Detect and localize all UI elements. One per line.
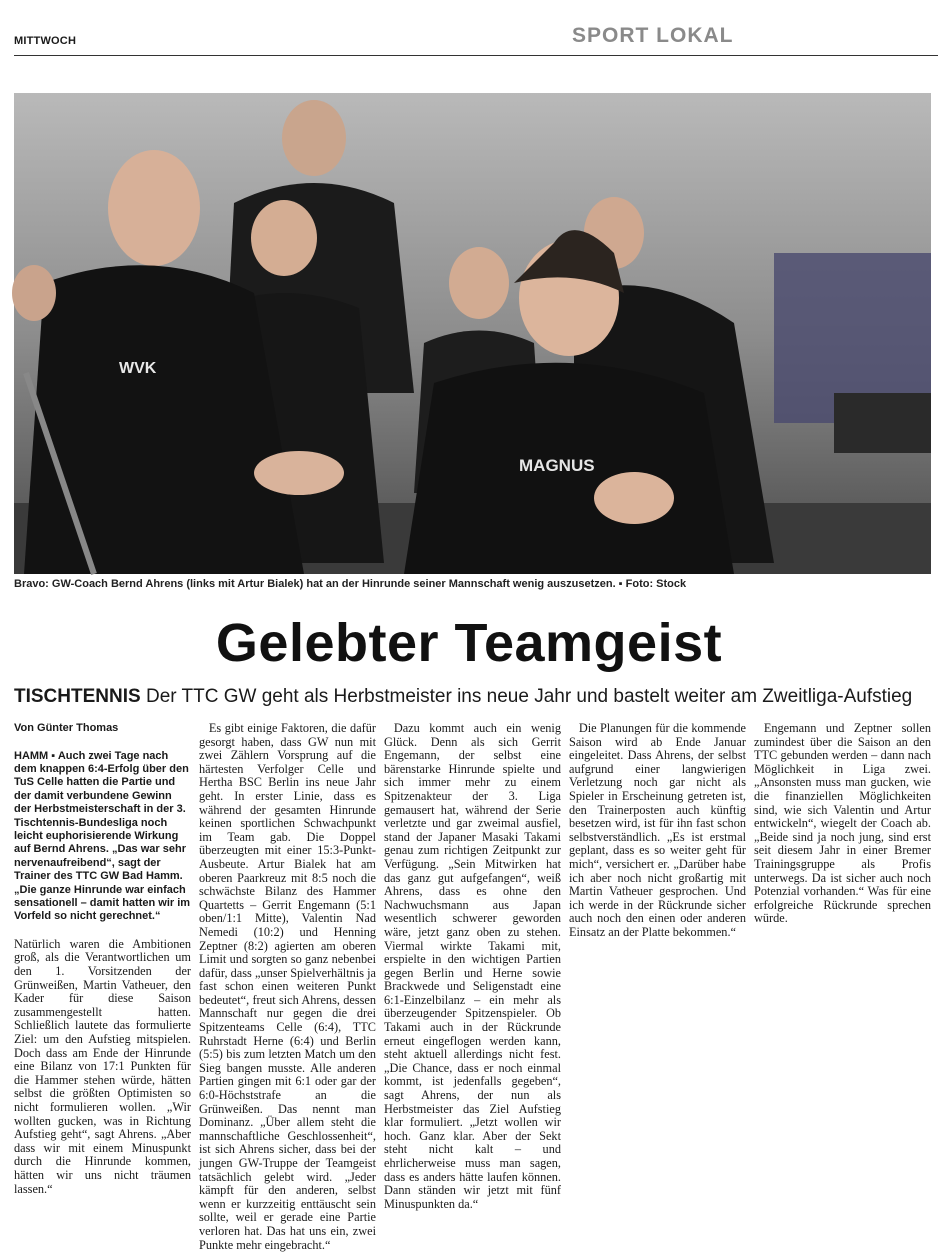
intro-text: Auch zwei Tage nach dem knappen 6:4-Erfolg über den TuS Celle hatten die Partie und der damit verbundene Gewinn der Herbstmeisterschaft in der 3. Tischtennis-Bundesliga noch leicht euphorisierende Wirkung auf Bernd Ahrens. „Das war sehr nervenaufreibend“, sagt der Trainer des TTC GW Bad Hamm. „Die ganze Hinrunde war einfach sensationell – damit hatten wir im Vorfeld so nicht gerechnet.“: [14, 749, 191, 923]
article-column-4: [569, 722, 746, 1192]
jersey-logo-right: MAGNUS: [519, 456, 595, 475]
jersey-logo-left: WVK: [119, 360, 157, 377]
article-column-3: [384, 721, 561, 1211]
author-byline: Von Günter Thomas: [14, 722, 119, 734]
paragraph-3: Dazu kommt auch ein wenig Glück. Denn als sich Gerrit Engemann, der selbst eine bärenstarke Hinrunde spielte und sich immer mehr zu einem Spitzenakteur der 3. Liga gemausert hat, während der Serie verletzte und gar zweimal ausfiel, stand der Japaner Masaki Takami genau zum richtigen Zeitpunkt zur Verfügung. „Sein Mitwirken hat das ganz gut aufgefangen“, weiß Ahrens, dass es ohne den Nachwuchsmann aus Japan wesentlich schwerer geworden wäre, jetzt ganz oben zu stehen. Viermal wirkte Takami mit, erspielte in den wichtigen Partien gegen Berlin und Herne sowie Brackwede und Seligenstadt eine 6:1-Einzelbilanz – ein mehr als überzeugender Spitzenspieler. Ob Takami auch in der Rückrunde erneut eingeflogen werden kann, steht aktuell allerdings nicht fest. „Die Chance, dass er noch einmal kommt, ist jedenfalls gegeben“, sagt Ahrens, der nun als Herbstmeister das Ziel Aufstieg klar formuliert. „Jetzt wollen wir hoch. Ganz klar. Aber der Sekt steht nicht kalt – und ehrlicherweise muss man sagen, dass es anders hätte laufen können. Dann ständen wir jetzt mit fünf Minuspunkten da.“: [384, 721, 561, 1211]
subhead-text: Der TTC GW geht als Herbstmeister ins neue Jahr und bastelt weiter am Zweitliga-Aufstieg: [145, 686, 913, 707]
section-title: SPORT LOKAL: [572, 24, 734, 47]
page-header: [14, 22, 938, 56]
article-subhead: [14, 686, 938, 708]
dateline: HAMM ▪: [14, 749, 56, 762]
article-column-1: [14, 722, 191, 1196]
paragraph-1: Natürlich waren die Ambitionen groß, als die Verantwortlichen um den 1. Vorsitzenden der Grünweißen, Martin Vatheuer, den Kader für diese Saison zusammengestellt hatten. Schließlich lautete das formulierte Ziel: um den Aufstieg mitspielen. Doch dass am Ende der Hinrunde eine Bilanz von 17:1 Punkten für die Hammer stehen würde, hätten selbst die größten Optimisten so nicht formulieren wollen. „Wir wollten gucken, was in Richtung Aufstieg geht“, sagt Ahrens. „Aber dass wir mit einem Minuspunkt durch die Hinrunde kommen, hätten wir uns nicht träumen lassen.“: [14, 936, 191, 1196]
photo-caption: Bravo: GW-Coach Bernd Ahrens (links mit Artur Bialek) hat an der Hinrunde seiner Mannschaft wenig auszusetzen. ▪ Foto: Stock: [14, 578, 687, 590]
article-intro: [14, 750, 191, 924]
article-column-5: [754, 722, 931, 1192]
article-column-2: [199, 721, 376, 1252]
paragraph-5: Engemann und Zeptner sollen zumindest über die Saison an den TTC gebunden werden – dann nach Möglichkeit in Liga zwei. „Ansonsten muss man gucken, wie die finanziellen Möglichkeiten sind, wie sich Valentin und Artur entwickeln“, wiegelt der Coach ab. „Beide sind ja noch jung, sind erst seit diesem Jahr in einer Bremer Trainingsgruppe als Profis unterwegs. Da ist sicher auch noch Potenzial vorhanden.“ Was für eine erfolgreiche Rückrunde sprechen würde.: [754, 721, 931, 926]
subhead-kicker: TISCHTENNIS: [14, 686, 141, 707]
team-bench-photo: [14, 93, 931, 574]
article-body: [14, 721, 932, 1252]
paragraph-4: Die Planungen für die kommende Saison wird ab Ende Januar eingeleitet. Dass Ahrens, der selbst aufgrund einer langwierigen Verletzung noch gar nicht als Spieler in Erscheinung getreten ist, den Trainerposten auch künftig besetzen wird, ist für ihn fast schon selbstverständlich. „Es ist erstmal geplant, dass es so weiter geht für mich“, versichert er. „Darüber habe ich aber noch nicht großartig mit Martin Vatheuer gesprochen. Und ich werde in der Rückrunde sicher auch noch den einen oder anderen Einsatz an der Platte bekommen.“: [569, 721, 746, 939]
issue-day: MITTWOCH: [14, 35, 77, 47]
article-photo: [14, 93, 931, 574]
paragraph-2: Es gibt einige Faktoren, die dafür gesorgt haben, dass GW nun mit zwei Zählern Vorsprung auf die härtesten Verfolger Celle und Hertha BSC Berlin ins neue Jahr geht. In erster Linie, dass es während der gesamten Hinrunde keinen sportlichen Schwachpunkt im Team gab. Die Doppel überzeugten mit einer 15:3-Punkt-Ausbeute. Artur Bialek hat am oberen Paarkreuz mit 8:5 noch die schwächste Bilanz des Hammer Quartetts – Gerrit Engemann (5:1 oben/1:1 Mitte), Valentin Nad Nemedi (10:2) und Henning Zeptner (8:2) agierten am oberen Limit und sorgten so ganz nebenbei dafür, dass „unser Spielverhältnis ja fast schon einen weiteren Punkt bedeutet“, freut sich Ahrens, dessen Mannschaft nur gegen die drei Spitzenteams Celle (6:4), TTC Ruhrstadt Herne (6:4) und Berlin (5:5) bis zum letzten Match um den Sieg bangen musste. Alle anderen Partien gingen mit 6:1 oder gar der 6:0-Höchststrafe an die Grünweißen. Das nennt man Dominanz. „Über allem steht die mannschaftliche Geschlossenheit“, ist sich Ahrens sicher, dass bei der jungen GW-Truppe der Teamgeist tatsächlich gelebt wird. „Jeder kämpft für den anderen, selbst wenn er kurzzeitig enttäuscht sein sollte, weil er gerade eine Partie verloren hat. Das hat uns ein, zwei Punkte mehr eingebracht.“: [199, 721, 376, 1252]
article-headline: Gelebter Teamgeist: [215, 613, 723, 673]
